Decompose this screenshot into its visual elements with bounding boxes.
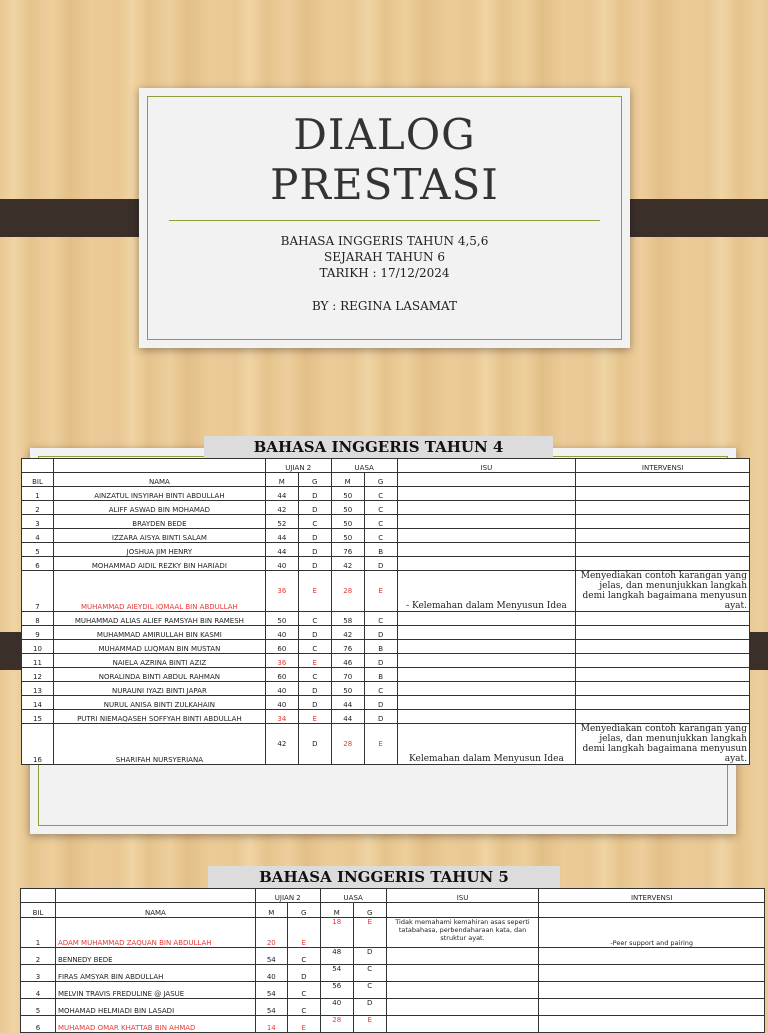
intervensi-cell bbox=[576, 543, 750, 557]
uasa-grade-cell: E bbox=[353, 1016, 386, 1033]
isu-cell: Kelemahan dalam Menyusun Idea bbox=[397, 724, 576, 765]
m-header: M bbox=[331, 473, 364, 487]
table-row bbox=[21, 999, 765, 1016]
uasa-mark-cell: 48 bbox=[320, 948, 353, 965]
ujian-grade-cell: C bbox=[287, 948, 320, 965]
intervensi-cell bbox=[539, 982, 765, 999]
ujian-mark-cell: 40 bbox=[265, 626, 298, 640]
bil-cell: 6 bbox=[22, 557, 54, 571]
bil-cell: 3 bbox=[22, 515, 54, 529]
ujian-grade-cell: C bbox=[287, 999, 320, 1016]
g-header: G bbox=[353, 903, 386, 918]
ujian-mark-cell: 34 bbox=[265, 710, 298, 724]
uasa-mark-cell: 42 bbox=[331, 626, 364, 640]
nama-cell: NURAUNI IYAZI BINTI JAPAR bbox=[53, 682, 265, 696]
uasa-mark-cell: 50 bbox=[331, 529, 364, 543]
intervensi-cell bbox=[539, 948, 765, 965]
nama-cell: AINZATUL INSYIRAH BINTI ABDULLAH bbox=[53, 487, 265, 501]
nama-cell: MUHAMMAD LUQMAN BIN MUSTAN bbox=[53, 640, 265, 654]
uasa-grade-cell: E bbox=[364, 571, 397, 612]
empty-cell bbox=[21, 889, 56, 903]
intervensi-cell bbox=[539, 999, 765, 1016]
ujian-mark-cell: 40 bbox=[255, 965, 287, 982]
isu-cell bbox=[386, 948, 539, 965]
bil-cell: 5 bbox=[22, 543, 54, 557]
uasa-grade-cell: D bbox=[364, 710, 397, 724]
tahun5-heading: BAHASA INGGERIS TAHUN 5 bbox=[208, 866, 560, 888]
table-row bbox=[22, 543, 750, 557]
empty-cell bbox=[386, 903, 539, 918]
uasa-grade-cell: C bbox=[364, 487, 397, 501]
intervensi-header: INTERVENSI bbox=[539, 889, 765, 903]
isu-cell bbox=[386, 982, 539, 999]
ujian-mark-cell: 60 bbox=[265, 668, 298, 682]
ujian-mark-cell: 40 bbox=[265, 696, 298, 710]
intervensi-cell bbox=[576, 529, 750, 543]
empty-cell bbox=[576, 473, 750, 487]
isu-cell bbox=[397, 640, 576, 654]
ujian-mark-cell: 60 bbox=[265, 640, 298, 654]
uasa-grade-cell: C bbox=[353, 982, 386, 999]
uasa-grade-cell: C bbox=[364, 612, 397, 626]
uasa-grade-cell: D bbox=[353, 948, 386, 965]
uasa-mark-cell: 42 bbox=[331, 557, 364, 571]
uasa-mark-cell: 54 bbox=[320, 965, 353, 982]
isu-cell bbox=[397, 626, 576, 640]
ujian-mark-cell: 14 bbox=[255, 1016, 287, 1033]
bil-cell: 7 bbox=[22, 571, 54, 612]
table-subheader-row bbox=[22, 473, 750, 487]
nama-cell: NAIELA AZRINA BINTI AZIZ bbox=[53, 654, 265, 668]
uasa-mark-cell: 58 bbox=[331, 612, 364, 626]
ujian-header: UJIAN 2 bbox=[265, 459, 331, 473]
ujian-grade-cell: E bbox=[298, 710, 331, 724]
ujian-header: UJIAN 2 bbox=[255, 889, 320, 903]
isu-cell bbox=[397, 487, 576, 501]
uasa-mark-cell: 28 bbox=[320, 1016, 353, 1033]
m-header: M bbox=[265, 473, 298, 487]
ujian-mark-cell: 36 bbox=[265, 571, 298, 612]
ujian-mark-cell: 52 bbox=[265, 515, 298, 529]
intervensi-cell bbox=[539, 1016, 765, 1033]
table-row bbox=[22, 626, 750, 640]
nama-cell: BRAYDEN BEDE bbox=[53, 515, 265, 529]
nama-cell: PUTRI NIEMAQASEH SOFFYAH BINTI ABDULLAH bbox=[53, 710, 265, 724]
intervensi-cell bbox=[576, 682, 750, 696]
uasa-grade-cell: D bbox=[364, 626, 397, 640]
table-row bbox=[22, 710, 750, 724]
empty-cell bbox=[22, 459, 54, 473]
ujian-mark-cell: 54 bbox=[255, 999, 287, 1016]
empty-cell bbox=[55, 889, 255, 903]
ujian-mark-cell: 42 bbox=[265, 501, 298, 515]
uasa-grade-cell: B bbox=[364, 668, 397, 682]
bil-cell: 14 bbox=[22, 696, 54, 710]
bil-cell: 6 bbox=[21, 1016, 56, 1033]
nama-cell: NURUL ANISA BINTI ZULKAHAIN bbox=[53, 696, 265, 710]
table-row bbox=[22, 529, 750, 543]
table-subheader-row bbox=[21, 903, 765, 918]
subtitle-line-2: SEJARAH TAHUN 6 bbox=[324, 250, 445, 264]
bil-header: BIL bbox=[21, 903, 56, 918]
isu-cell bbox=[397, 682, 576, 696]
uasa-mark-cell: 76 bbox=[331, 640, 364, 654]
ujian-mark-cell: 36 bbox=[265, 654, 298, 668]
ujian-grade-cell: D bbox=[298, 682, 331, 696]
uasa-grade-cell: E bbox=[364, 724, 397, 765]
uasa-grade-cell: B bbox=[364, 640, 397, 654]
ujian-mark-cell: 42 bbox=[265, 724, 298, 765]
table-row bbox=[21, 1016, 765, 1033]
uasa-mark-cell: 76 bbox=[331, 543, 364, 557]
left-bar bbox=[0, 199, 155, 237]
bil-cell: 5 bbox=[21, 999, 56, 1016]
bil-cell: 11 bbox=[22, 654, 54, 668]
ujian-grade-cell: D bbox=[298, 724, 331, 765]
nama-cell: NORALINDA BINTI ABDUL RAHMAN bbox=[53, 668, 265, 682]
nama-cell: SHARIFAH NURSYERIANA bbox=[53, 724, 265, 765]
bil-cell: 1 bbox=[21, 918, 56, 948]
uasa-grade-cell: C bbox=[364, 515, 397, 529]
uasa-mark-cell: 50 bbox=[331, 515, 364, 529]
bil-cell: 1 bbox=[22, 487, 54, 501]
bil-cell: 2 bbox=[21, 948, 56, 965]
ujian-mark-cell: 50 bbox=[265, 612, 298, 626]
nama-cell: MELVIN TRAVIS FREDULINE @ JASUE bbox=[55, 982, 255, 999]
intervensi-cell bbox=[576, 654, 750, 668]
isu-header: ISU bbox=[397, 459, 576, 473]
tahun4-table bbox=[21, 458, 750, 765]
m-header: M bbox=[320, 903, 353, 918]
bil-cell: 9 bbox=[22, 626, 54, 640]
bil-cell: 12 bbox=[22, 668, 54, 682]
bil-cell: 4 bbox=[21, 982, 56, 999]
isu-cell: Tidak memahami kemahiran asas seperti tatabahasa, perbendaharaan kata, dan struktur ayat. bbox=[386, 918, 539, 948]
isu-header: ISU bbox=[386, 889, 539, 903]
subtitle-line-3: TARIKH : 17/12/2024 bbox=[319, 266, 450, 280]
isu-cell bbox=[397, 501, 576, 515]
subtitle-author: BY : REGINA LASAMAT bbox=[311, 299, 458, 313]
table-row bbox=[22, 612, 750, 626]
uasa-grade-cell: D bbox=[353, 999, 386, 1016]
intervensi-cell bbox=[576, 501, 750, 515]
isu-cell bbox=[386, 965, 539, 982]
intervensi-cell bbox=[576, 696, 750, 710]
table-header-row bbox=[22, 459, 750, 473]
ujian-grade-cell: E bbox=[287, 918, 320, 948]
intervensi-cell bbox=[576, 487, 750, 501]
table-row bbox=[22, 571, 750, 612]
ujian-grade-cell: D bbox=[298, 501, 331, 515]
nama-cell: FIRAS AMSYAR BIN ABDULLAH bbox=[55, 965, 255, 982]
ujian-grade-cell: E bbox=[298, 654, 331, 668]
uasa-mark-cell: 28 bbox=[331, 571, 364, 612]
table-row bbox=[22, 640, 750, 654]
table-row bbox=[22, 654, 750, 668]
isu-cell bbox=[397, 654, 576, 668]
intervensi-cell: Menyediakan contoh karangan yang jelas, dan menunjukkan langkah demi langkah bagaimana menyusun ayat. bbox=[576, 724, 750, 765]
ujian-grade-cell: D bbox=[287, 965, 320, 982]
isu-cell bbox=[397, 557, 576, 571]
intervensi-cell bbox=[576, 515, 750, 529]
title-slide-band bbox=[0, 0, 768, 432]
tahun5-table bbox=[20, 888, 765, 1033]
uasa-grade-cell: D bbox=[364, 557, 397, 571]
ujian-grade-cell: D bbox=[298, 557, 331, 571]
table-row bbox=[22, 557, 750, 571]
title-line-1: DIALOG bbox=[293, 110, 476, 159]
bil-cell: 8 bbox=[22, 612, 54, 626]
ujian-mark-cell: 40 bbox=[265, 682, 298, 696]
ujian-grade-cell: D bbox=[298, 543, 331, 557]
ujian-grade-cell: C bbox=[298, 515, 331, 529]
uasa-mark-cell: 46 bbox=[331, 654, 364, 668]
ujian-mark-cell: 20 bbox=[255, 918, 287, 948]
nama-cell: ALIFF ASWAD BIN MOHAMAD bbox=[53, 501, 265, 515]
empty-cell bbox=[53, 459, 265, 473]
intervensi-cell: -Peer support and pairing bbox=[539, 918, 765, 948]
ujian-grade-cell: C bbox=[287, 982, 320, 999]
uasa-grade-cell: C bbox=[364, 682, 397, 696]
title-slide bbox=[139, 88, 630, 348]
ujian-mark-cell: 44 bbox=[265, 543, 298, 557]
title-rule bbox=[169, 220, 600, 221]
table-row bbox=[22, 696, 750, 710]
uasa-grade-cell: B bbox=[364, 543, 397, 557]
ujian-grade-cell: D bbox=[298, 696, 331, 710]
tahun5-band bbox=[0, 866, 768, 1032]
bil-header: BIL bbox=[22, 473, 54, 487]
isu-cell bbox=[386, 1016, 539, 1033]
ujian-grade-cell: C bbox=[298, 668, 331, 682]
uasa-grade-cell: D bbox=[364, 654, 397, 668]
uasa-header: UASA bbox=[331, 459, 397, 473]
table-row bbox=[21, 918, 765, 948]
uasa-grade-cell: C bbox=[353, 965, 386, 982]
g-header: G bbox=[364, 473, 397, 487]
ujian-mark-cell: 44 bbox=[265, 487, 298, 501]
isu-cell bbox=[397, 696, 576, 710]
nama-cell: ADAM MUHAMMAD ZAQUAN BIN ABDULLAH bbox=[55, 918, 255, 948]
g-header: G bbox=[287, 903, 320, 918]
intervensi-cell bbox=[576, 626, 750, 640]
ujian-grade-cell: C bbox=[298, 612, 331, 626]
intervensi-cell bbox=[576, 640, 750, 654]
nama-cell: BENNEDY BEDE bbox=[55, 948, 255, 965]
empty-cell bbox=[397, 473, 576, 487]
nama-cell: IZZARA AISYA BINTI SALAM bbox=[53, 529, 265, 543]
subtitle-line-1: BAHASA INGGERIS TAHUN 4,5,6 bbox=[280, 234, 489, 248]
uasa-mark-cell: 44 bbox=[331, 710, 364, 724]
uasa-grade-cell: C bbox=[364, 501, 397, 515]
bil-cell: 3 bbox=[21, 965, 56, 982]
tahun4-heading: BAHASA INGGERIS TAHUN 4 bbox=[204, 436, 553, 458]
isu-cell bbox=[397, 710, 576, 724]
uasa-grade-cell: D bbox=[364, 696, 397, 710]
uasa-mark-cell: 50 bbox=[331, 501, 364, 515]
intervensi-header: INTERVENSI bbox=[576, 459, 750, 473]
intervensi-cell bbox=[576, 557, 750, 571]
table-row bbox=[21, 982, 765, 999]
table-row bbox=[22, 515, 750, 529]
right-bar bbox=[613, 199, 768, 237]
intervensi-cell bbox=[539, 965, 765, 982]
ujian-grade-cell: D bbox=[298, 626, 331, 640]
intervensi-cell bbox=[576, 710, 750, 724]
bil-cell: 15 bbox=[22, 710, 54, 724]
bil-cell: 2 bbox=[22, 501, 54, 515]
nama-cell: MUHAMMAD AMIRULLAH BIN KASMI bbox=[53, 626, 265, 640]
uasa-grade-cell: E bbox=[353, 918, 386, 948]
isu-cell bbox=[397, 543, 576, 557]
isu-cell: - Kelemahan dalam Menyusun Idea bbox=[397, 571, 576, 612]
nama-cell: MOHAMAD HELMIADI BIN LASADI bbox=[55, 999, 255, 1016]
bil-cell: 10 bbox=[22, 640, 54, 654]
nama-header: NAMA bbox=[55, 903, 255, 918]
uasa-mark-cell: 28 bbox=[331, 724, 364, 765]
uasa-mark-cell: 44 bbox=[331, 696, 364, 710]
bil-cell: 4 bbox=[22, 529, 54, 543]
uasa-mark-cell: 70 bbox=[331, 668, 364, 682]
uasa-mark-cell: 50 bbox=[331, 487, 364, 501]
table-row bbox=[22, 487, 750, 501]
isu-cell bbox=[397, 529, 576, 543]
intervensi-cell bbox=[576, 612, 750, 626]
ujian-grade-cell: C bbox=[298, 640, 331, 654]
uasa-mark-cell: 18 bbox=[320, 918, 353, 948]
uasa-mark-cell: 50 bbox=[331, 682, 364, 696]
ujian-grade-cell: D bbox=[298, 529, 331, 543]
intervensi-cell: Menyediakan contoh karangan yang jelas, dan menunjukkan langkah demi langkah bagaimana menyusun ayat. bbox=[576, 571, 750, 612]
table-row bbox=[22, 668, 750, 682]
nama-cell: MUHAMMAD AIEYDIL IQMAAL BIN ABDULLAH bbox=[53, 571, 265, 612]
table-row bbox=[22, 682, 750, 696]
ujian-grade-cell: E bbox=[287, 1016, 320, 1033]
isu-cell bbox=[397, 668, 576, 682]
isu-cell bbox=[386, 999, 539, 1016]
g-header: G bbox=[298, 473, 331, 487]
uasa-grade-cell: C bbox=[364, 529, 397, 543]
bil-cell: 13 bbox=[22, 682, 54, 696]
uasa-mark-cell: 56 bbox=[320, 982, 353, 999]
nama-cell: MUHAMAD OMAR KHATTAB BIN AHMAD bbox=[55, 1016, 255, 1033]
tahun4-band bbox=[0, 436, 768, 860]
bil-cell: 16 bbox=[22, 724, 54, 765]
intervensi-cell bbox=[576, 668, 750, 682]
uasa-header: UASA bbox=[320, 889, 386, 903]
ujian-mark-cell: 54 bbox=[255, 982, 287, 999]
nama-cell: JOSHUA JIM HENRY bbox=[53, 543, 265, 557]
nama-cell: MUHAMMAD ALIAS ALIEF RAMSYAH BIN RAMESH bbox=[53, 612, 265, 626]
ujian-grade-cell: E bbox=[298, 571, 331, 612]
empty-cell bbox=[539, 903, 765, 918]
ujian-mark-cell: 44 bbox=[265, 529, 298, 543]
nama-cell: MOHAMMAD AIDIL REZKY BIN HARIADI bbox=[53, 557, 265, 571]
title-line-2: PRESTASI bbox=[270, 160, 499, 209]
table-row bbox=[22, 501, 750, 515]
uasa-mark-cell: 40 bbox=[320, 999, 353, 1016]
m-header: M bbox=[255, 903, 287, 918]
isu-cell bbox=[397, 612, 576, 626]
isu-cell bbox=[397, 515, 576, 529]
table-row bbox=[22, 724, 750, 765]
ujian-mark-cell: 54 bbox=[255, 948, 287, 965]
nama-header: NAMA bbox=[53, 473, 265, 487]
ujian-grade-cell: D bbox=[298, 487, 331, 501]
table-row bbox=[21, 948, 765, 965]
ujian-mark-cell: 40 bbox=[265, 557, 298, 571]
table-header-row bbox=[21, 889, 765, 903]
table-row bbox=[21, 965, 765, 982]
